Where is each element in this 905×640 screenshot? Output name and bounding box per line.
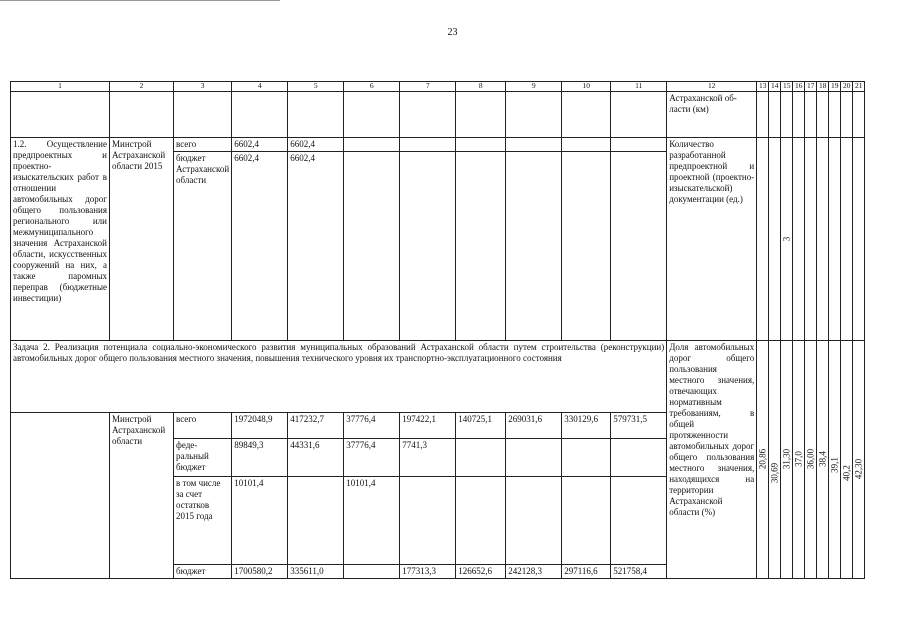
value-cell-vertical: 3 (781, 138, 793, 341)
value-cell: 140725,1 (456, 413, 506, 439)
value-cell: 579731,5 (611, 413, 667, 439)
page-number: 23 (447, 27, 458, 38)
col-num: 1 (11, 82, 110, 92)
value-cell: 6602,4 (288, 152, 344, 341)
col-num: 14 (769, 82, 781, 92)
col-num: 17 (805, 82, 817, 92)
col-num: 2 (110, 82, 174, 92)
executor: Минстрой Астраханской области (110, 413, 174, 579)
value-cell: 7741,3 (400, 439, 456, 477)
task-2-row (11, 341, 865, 413)
col-num: 8 (456, 82, 506, 92)
col-num: 10 (562, 82, 611, 92)
col-num: 9 (506, 82, 562, 92)
column-numbers-row (11, 82, 865, 92)
value-cell: 126652,6 (456, 565, 506, 579)
top-rule (0, 0, 280, 1)
value-cell: 6602,4 (232, 152, 288, 341)
value-cell: 297116,6 (562, 565, 611, 579)
indicator-value: 40,2 (841, 341, 853, 579)
funding-source: всего (174, 138, 232, 152)
value-cell: 37776,4 (344, 413, 400, 439)
measure-name: 1.2. Осуществление предпроектных и проектно-изыскательских работ в отношении автомобильных дорог общего пользования регионального или межмуниципального значения Астраханской области, искусственных сооружений на них, а также паромных переправ (бюджетные инвестиции) (11, 138, 110, 341)
indicator-value: 38,4 (817, 341, 829, 579)
col-num: 5 (288, 82, 344, 92)
value-cell: 177313,3 (400, 565, 456, 579)
value-cell: 10101,4 (232, 477, 288, 565)
value-cell: 89849,3 (232, 439, 288, 477)
indicator-value: 42,30 (853, 341, 865, 579)
indicator-value: 30,69 (769, 341, 781, 579)
value-cell: 521758,4 (611, 565, 667, 579)
task-2-indicator: Доля автомобильных дорог общего пользования местного значения, отвечающих нормативным требованиям, в общей протяженности автомобильных дорог общего пользования местного значения, находящихся на территории Астраханской области (%) (667, 341, 757, 579)
col-num: 16 (793, 82, 805, 92)
col-num: 4 (232, 82, 288, 92)
value-cell: 330129,6 (562, 413, 611, 439)
indicator-continuation: Астраханской об- ласти (км) (667, 92, 757, 138)
funding-source: феде-ральный бюджет (174, 439, 232, 477)
col-num: 7 (400, 82, 456, 92)
measure-1-2-row-total (11, 138, 865, 152)
executor: Минстрой Астраханской области 2015 (110, 138, 174, 341)
value-cell: 197422,1 (400, 413, 456, 439)
program-table (10, 81, 865, 579)
task-2-heading: Задача 2. Реализация потенциала социально-экономического развития муниципальных образований Астраханской области путем строительства (реконструкции) автомобильных дорог общего пользования местного значения, повышения технического уровня их транспортно-эксплуатационного состояния (11, 341, 667, 413)
value-cell: 1972048,9 (232, 413, 288, 439)
col-num: 13 (757, 82, 769, 92)
col-num: 18 (817, 82, 829, 92)
col-num: 12 (667, 82, 757, 92)
value-cell: 6602,4 (288, 138, 344, 152)
col-num: 6 (344, 82, 400, 92)
col-num: 21 (853, 82, 865, 92)
value-cell: 44331,6 (288, 439, 344, 477)
indicator-value: 36,00 (805, 341, 817, 579)
value-cell: 10101,4 (344, 477, 400, 565)
col-num: 11 (611, 82, 667, 92)
col-num: 3 (174, 82, 232, 92)
indicator-value: 37,0 (793, 341, 805, 579)
col-num: 20 (841, 82, 853, 92)
value-cell: 37776,4 (344, 439, 400, 477)
value-cell: 269031,6 (506, 413, 562, 439)
value-cell: 6602,4 (232, 138, 288, 152)
indicator-name: Количество разработанной предпроектной и проектной (проектно-изыскательской) документации (ед.) (667, 138, 757, 341)
funding-source: бюджет Астраханской области (174, 152, 232, 341)
indicator-value: 20,86 (757, 341, 769, 579)
value-cell: 242128,3 (506, 565, 562, 579)
value-cell: 417232,7 (288, 413, 344, 439)
funding-source: всего (174, 413, 232, 439)
col-num: 15 (781, 82, 793, 92)
continuation-row (11, 92, 865, 138)
indicator-value: 39,1 (829, 341, 841, 579)
value-cell: 1700580,2 (232, 565, 288, 579)
funding-source: бюджет (174, 565, 232, 579)
indicator-value: 31,30 (781, 341, 793, 579)
col-num: 19 (829, 82, 841, 92)
value-cell: 335611,0 (288, 565, 344, 579)
funding-source: в том числе за счет остатков 2015 года (174, 477, 232, 565)
